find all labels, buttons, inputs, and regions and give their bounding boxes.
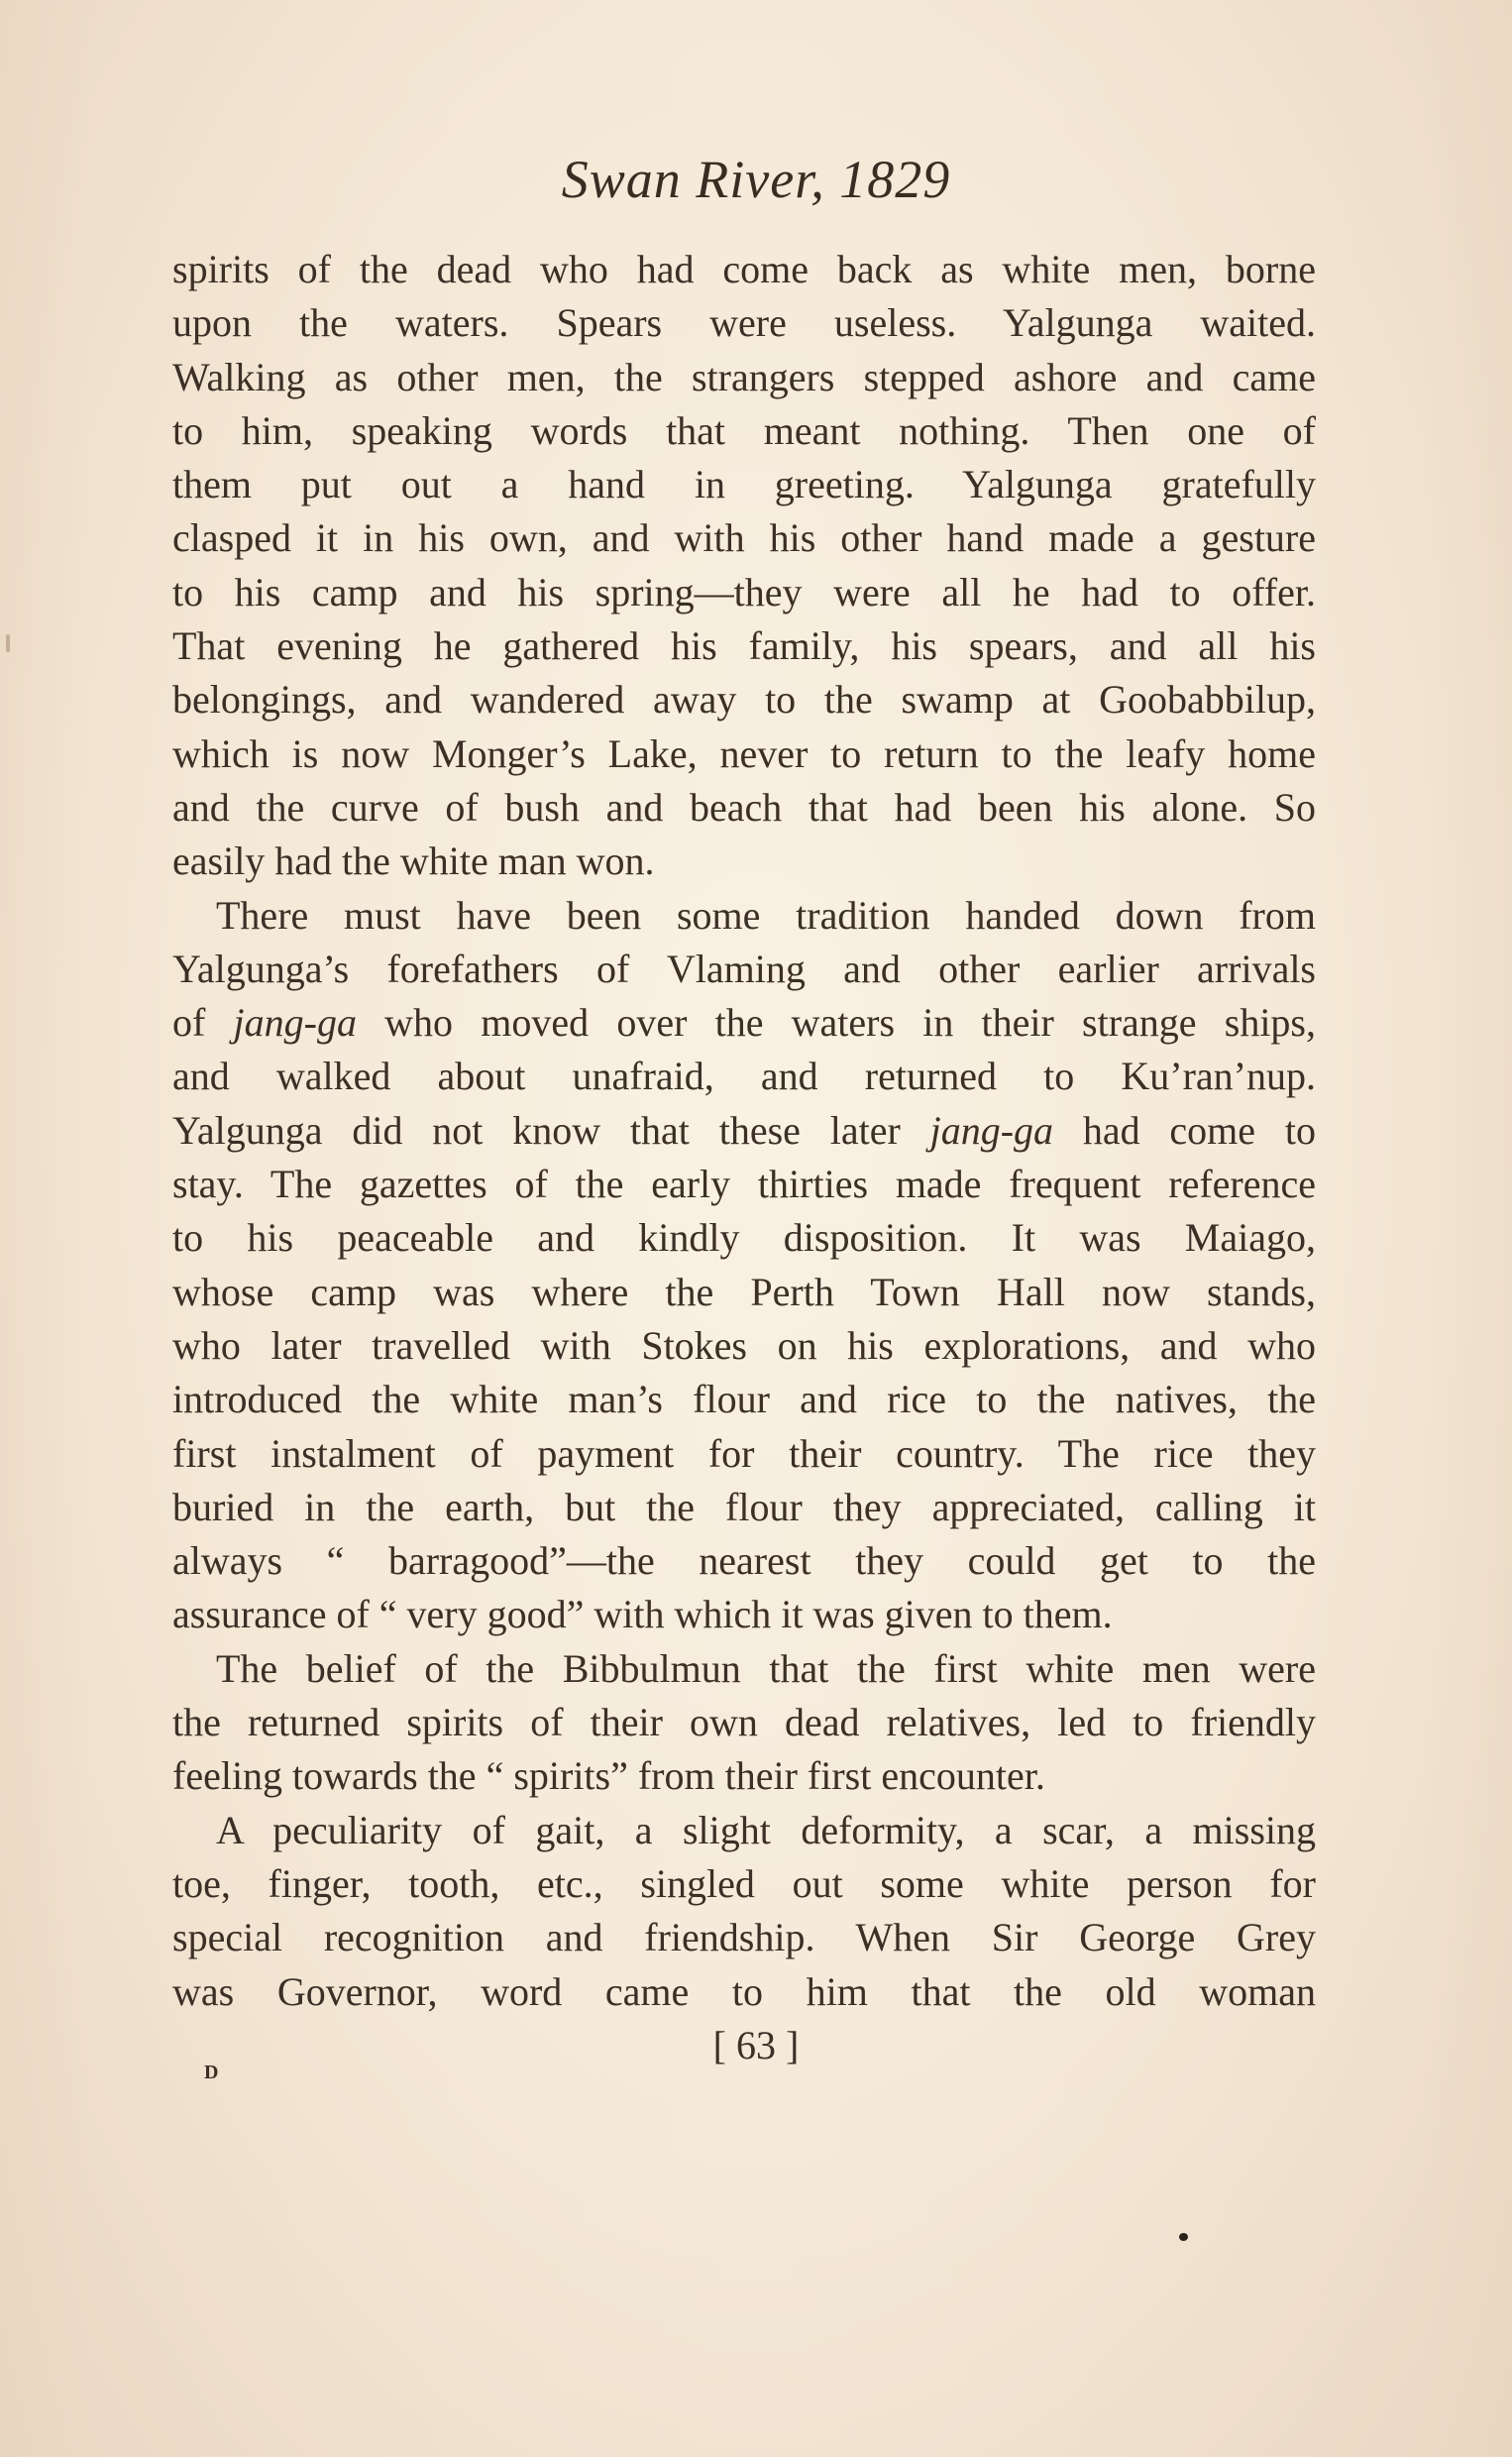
text-line: the returned spirits of their own dead relatives, led to friendly: [172, 1700, 1316, 1745]
text-line: assurance of “ very good” with which it was given to them.: [172, 1592, 1113, 1637]
text-line: introduced the white man’s flour and rice to the natives, the: [172, 1377, 1316, 1422]
text-line: buried in the earth, but the flour they appreciated, calling it: [172, 1484, 1316, 1529]
text-line: toe, finger, tooth, etc., singled out some white person for: [172, 1860, 1316, 1906]
page-blemish: [6, 634, 10, 652]
text-line: and the curve of bush and beach that had been his alone. So: [172, 784, 1316, 830]
text-line: was Governor, word came to him that the old woman: [172, 1968, 1316, 2014]
text-line: to his peaceable and kindly disposition. It was Maiago,: [172, 1215, 1316, 1261]
text-line: to his camp and his spring—they were all he had to offer.: [172, 569, 1316, 614]
text-line: always “ barragood”—the nearest they could get to the: [172, 1538, 1316, 1584]
text-line: which is now Monger’s Lake, never to return to the leafy home: [172, 730, 1316, 776]
text-line: to him, speaking words that meant nothing. Then one of: [172, 407, 1316, 453]
italic-term: jang-ga: [233, 1000, 357, 1046]
signature-mark: D: [204, 2062, 219, 2083]
text-line: and walked about unafraid, and returned to Ku’ran’nup.: [172, 1054, 1316, 1099]
text-line: them put out a hand in greeting. Yalgunga gratefully: [172, 462, 1316, 507]
text-line: The belief of the Bibbulmun that the first white men were: [216, 1645, 1316, 1691]
text-run: who moved over the waters in their strange ships,: [356, 1000, 1316, 1046]
italic-term: jang-ga: [929, 1107, 1054, 1153]
text-line: who later travelled with Stokes on his explorations, and who: [172, 1322, 1316, 1368]
text-line: belongings, and wandered away to the swamp at Goobabbilup,: [172, 677, 1316, 723]
text-line: stay. The gazettes of the early thirties made frequent reference: [172, 1162, 1316, 1207]
text-line: spirits of the dead who had come back as white men, borne: [172, 247, 1316, 291]
text-line: Yalgunga’s forefathers of Vlaming and other earlier arrivals: [172, 946, 1316, 991]
text-line: A peculiarity of gait, a slight deformity, a scar, a missing: [216, 1807, 1316, 1852]
text-run: of: [172, 1000, 206, 1046]
text-line: Walking as other men, the strangers stepped ashore and came: [172, 354, 1316, 399]
text-run: Yalgunga did not know that these later: [172, 1107, 930, 1153]
text-line: That evening he gathered his family, his spears, and all his: [172, 623, 1316, 669]
text-run: had come to: [1053, 1107, 1316, 1153]
text-line: first instalment of payment for their country. The rice they: [172, 1430, 1316, 1476]
text-line-mixed: [172, 1104, 1316, 1158]
text-line: clasped it in his own, and with his other hand made a gesture: [172, 515, 1316, 561]
running-title: Swan River, 1829: [561, 150, 951, 209]
page-number: [ 63 ]: [712, 2023, 800, 2067]
text-line: special recognition and friendship. When Sir George Grey: [172, 1915, 1316, 1960]
body-text: [172, 243, 1316, 2019]
text-line: easily had the white man won.: [172, 838, 655, 884]
ink-speck: [1179, 2233, 1188, 2241]
text-line-mixed: [172, 996, 1316, 1050]
text-line: whose camp was where the Perth Town Hall now stands,: [172, 1269, 1316, 1314]
text-line: feeling towards the “ spirits” from their first encounter.: [172, 1753, 1045, 1799]
text-line: There must have been some tradition handed down from: [216, 892, 1316, 938]
text-line: upon the waters. Spears were useless. Yalgunga waited.: [172, 300, 1316, 346]
